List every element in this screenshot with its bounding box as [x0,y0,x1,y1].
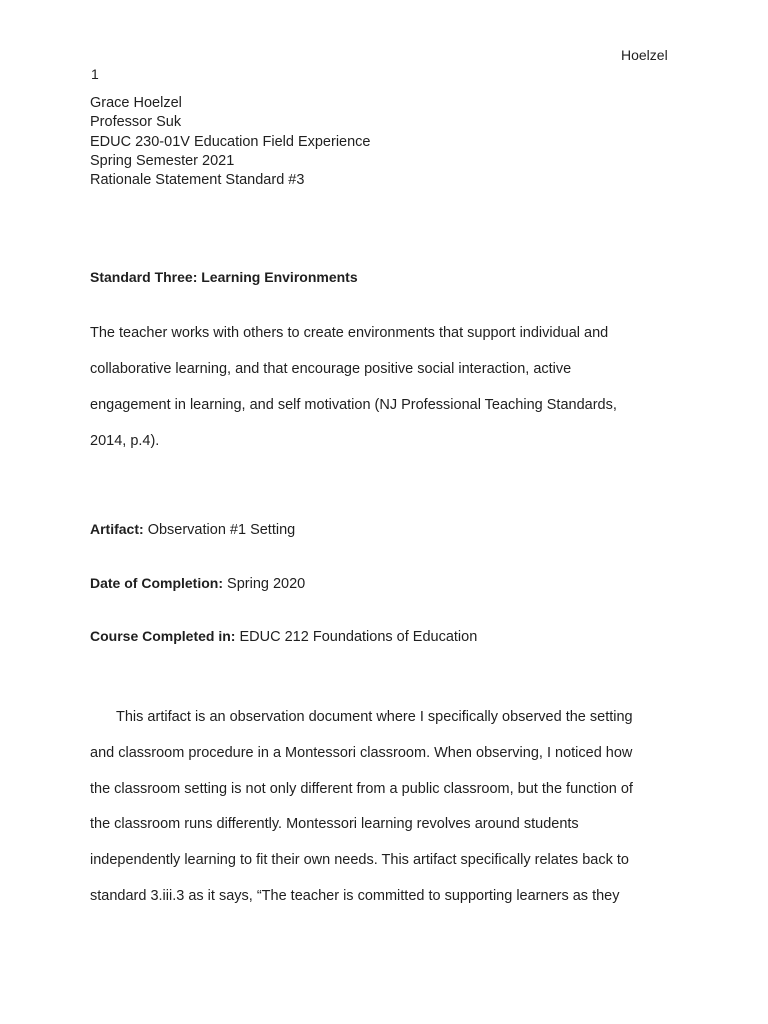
page-number: 1 [91,66,99,82]
date-of-completion-value: Spring 2020 [223,576,306,592]
body-line: and classroom procedure in a Montessori classroom. When observing, I noticed how [90,744,633,761]
body-line: the classroom runs differently. Montessori learning revolves around students [90,816,579,833]
date-of-completion-label: Date of Completion: [90,575,223,591]
student-name: Grace Hoelzel [90,95,182,111]
course-completed-value: EDUC 212 Foundations of Education [235,629,478,645]
artifact-value: Observation #1 Setting [143,522,296,538]
artifact-label: Artifact: [90,521,144,537]
standard-text-line: 2014, p.4). [90,433,160,449]
semester: Spring Semester 2021 [90,152,235,169]
body-line: standard 3.iii.3 as it says, “The teacher is committed to supporting learners as they [90,887,620,904]
standard-text-line: engagement in learning, and self motivation (NJ Professional Teaching Standards, [90,397,617,413]
standard-text-line: The teacher works with others to create environments that support individual and [90,325,609,341]
standard-text-line: collaborative learning, and that encourage positive social interaction, active [90,361,572,377]
assignment-title: Rationale Statement Standard #3 [90,172,305,189]
course-completed-field [90,628,477,645]
running-header-name: Hoelzel [621,47,668,63]
course-completed-label: Course Completed in: [90,628,236,644]
professor-name: Professor Suk [90,114,182,131]
standard-title: Standard Three: Learning Environments [90,269,358,285]
body-line: the classroom setting is not only different from a public classroom, but the function of [90,780,633,797]
artifact-field [90,521,295,538]
mla-heading [90,94,370,190]
course-name: EDUC 230-01V Education Field Experience [90,133,371,150]
body-line: independently learning to fit their own needs. This artifact specifically relates back to [90,852,629,869]
date-of-completion-field [90,575,305,592]
body-paragraph [90,708,690,923]
standard-description [90,324,670,468]
body-line: This artifact is an observation document where I specifically observed the setting [116,709,633,725]
